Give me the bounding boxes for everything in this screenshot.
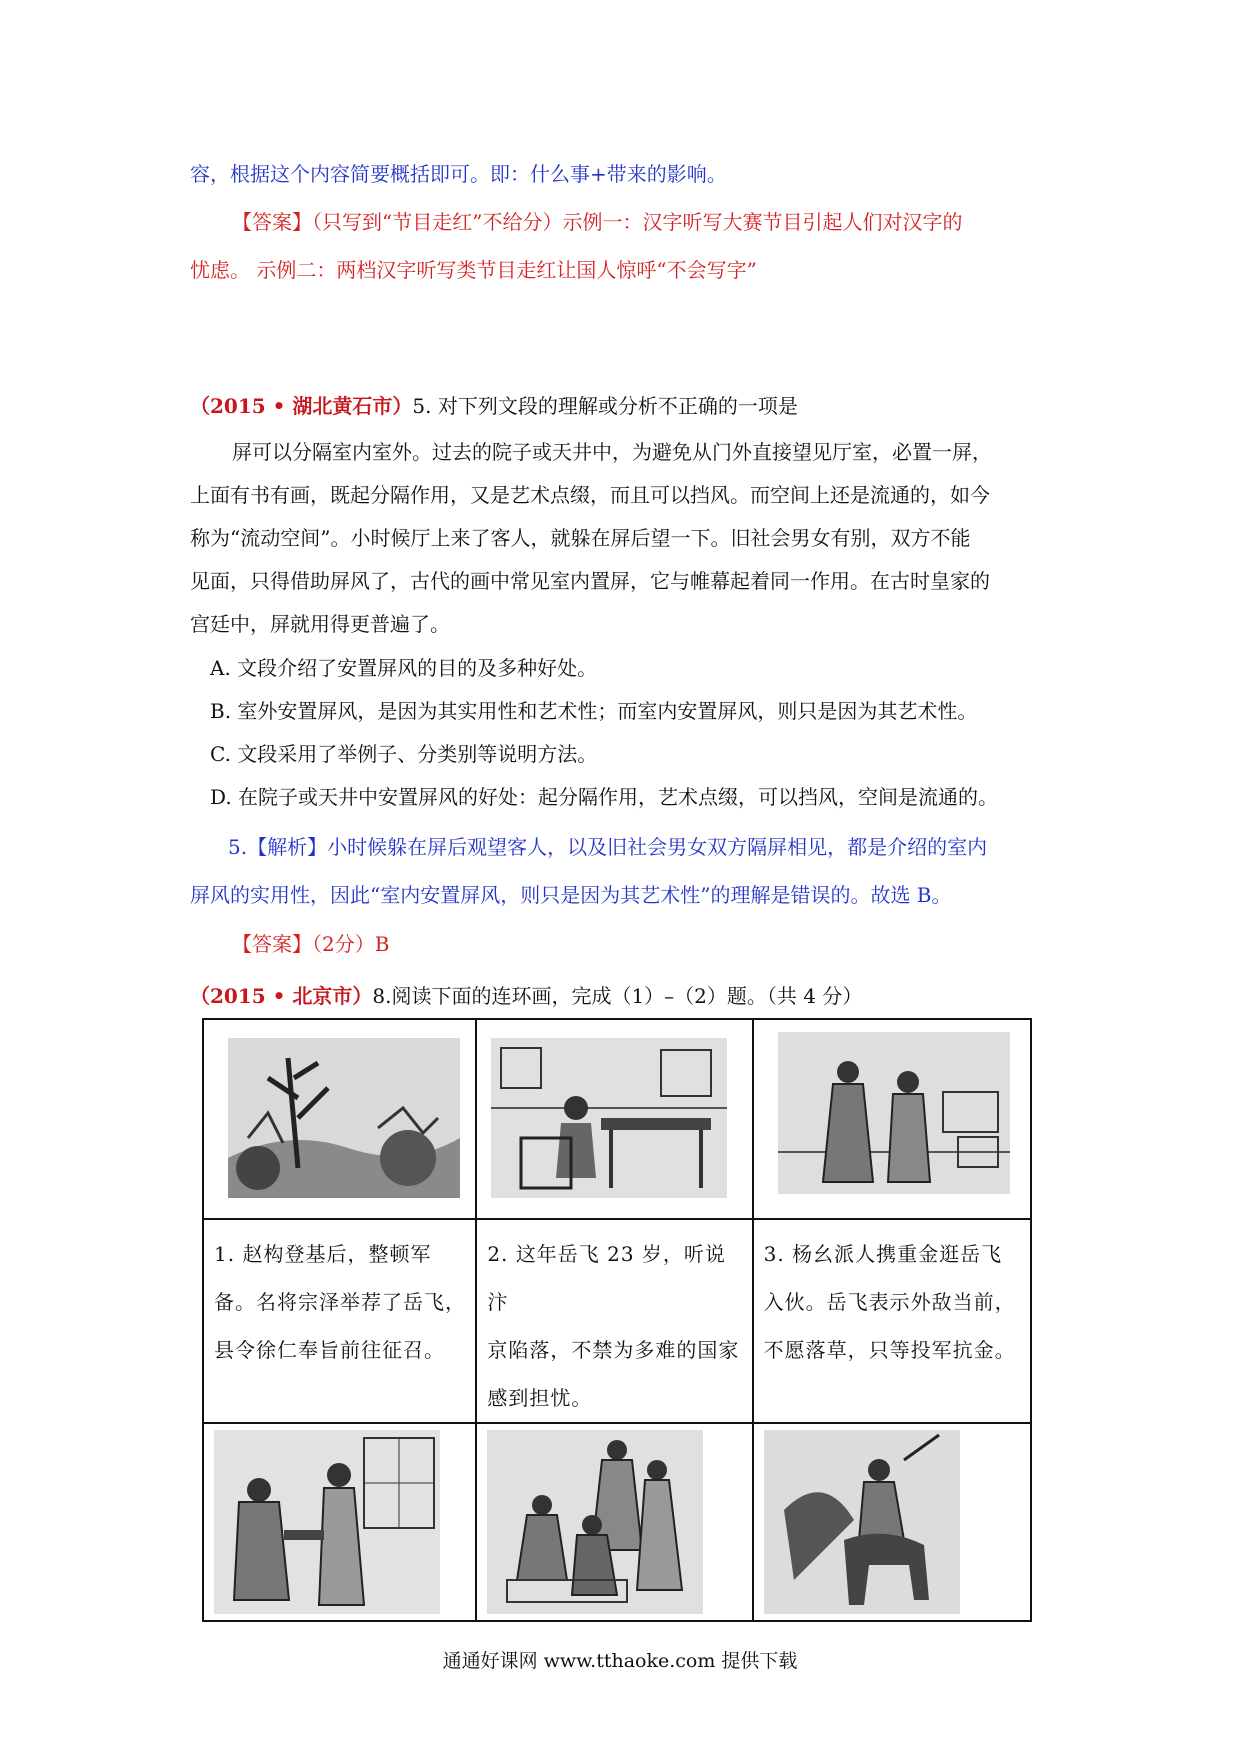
comic-cell xyxy=(753,1423,1031,1621)
comic-cell xyxy=(203,1423,476,1621)
analysis-continuation: 容，根据这个内容简要概括即可。即：什么事+带来的影响。 xyxy=(190,162,727,186)
comic-cell xyxy=(476,1019,752,1219)
q5-heading xyxy=(190,392,798,420)
caption-line: 感到担忧。 xyxy=(487,1386,593,1410)
q5-passage-line: 称为“流动空间”。小时候厅上来了客人，就躲在屏后望一下。旧社会男女有别，双方不能 xyxy=(190,526,971,550)
comic-illustration-family xyxy=(487,1430,703,1614)
comic-illustration-landscape xyxy=(228,1038,460,1198)
prev-answer-line-1: 【答案】（只写到“节目走红”不给分）示例一：汉字听写大赛节目引起人们对汉字的 xyxy=(232,210,963,234)
q5-passage-line: 宫廷中，屏就用得更普遍了。 xyxy=(190,612,450,636)
q5-analysis-line-1: 5.【解析】小时候躲在屏后观望客人，以及旧社会男女双方隔屏相见，都是介绍的室内 xyxy=(228,835,988,859)
comic-illustration-meeting xyxy=(214,1430,440,1614)
comic-caption-2 xyxy=(476,1219,752,1423)
caption-line: 2. 这年岳飞 23 岁，听说汴 xyxy=(487,1242,726,1314)
q8-stem: 8.阅读下面的连环画，完成（1）–（2）题。（共 4 分） xyxy=(372,984,863,1008)
caption-line: 不愿落草，只等投军抗金。 xyxy=(763,1338,1016,1362)
q5-answer: 【答案】（2分）B xyxy=(232,932,390,956)
comic-illustration-study xyxy=(491,1038,727,1198)
q5-stem: 5. 对下列文段的理解或分析不正确的一项是 xyxy=(412,394,798,418)
q5-option-b: B. 室外安置屏风，是因为其实用性和艺术性；而室内安置屏风，则只是因为其艺术性。 xyxy=(210,699,978,723)
caption-line: 入伙。岳飞表示外敌当前， xyxy=(763,1290,1016,1314)
comic-cell xyxy=(476,1423,752,1621)
prev-answer-line-2: 忧虑。 示例二：两档汉字听写类节目走红让国人惊呼“不会写字” xyxy=(190,258,757,282)
comic-strip-table xyxy=(202,1018,1032,1622)
q8-heading xyxy=(190,982,862,1010)
caption-line: 县令徐仁奉旨前往征召。 xyxy=(214,1338,445,1362)
q5-passage-line: 上面有书有画，既起分隔作用，又是艺术点缀，而且可以挡风。而空间上还是流通的，如今 xyxy=(190,483,990,507)
page-footer: 通通好课网 www.tthaoke.com 提供下载 xyxy=(442,1650,798,1672)
caption-line: 1. 赵构登基后，整顿军 xyxy=(214,1242,432,1266)
q8-source: （2015 • 北京市） xyxy=(190,984,373,1008)
comic-illustration-visitors xyxy=(778,1032,1010,1194)
q5-option-c: C. 文段采用了举例子、分类别等说明方法。 xyxy=(210,742,598,766)
comic-illustration-horseman xyxy=(764,1430,960,1614)
comic-caption-3 xyxy=(753,1219,1031,1423)
comic-cell xyxy=(753,1019,1031,1219)
q5-passage-line: 屏可以分隔室内室外。过去的院子或天井中，为避免从门外直接望见厅室，必置一屏， xyxy=(232,440,992,464)
q5-option-d: D. 在院子或天井中安置屏风的好处：起分隔作用，艺术点缀，可以挡风，空间是流通的。 xyxy=(210,785,999,809)
q5-source: （2015 • 湖北黄石市） xyxy=(190,394,413,418)
q5-option-a: A. 文段介绍了安置屏风的目的及多种好处。 xyxy=(210,656,598,680)
comic-caption-1 xyxy=(203,1219,476,1423)
q5-analysis-line-2: 屏风的实用性，因此“室内安置屏风，则只是因为其艺术性”的理解是错误的。故选 B。 xyxy=(190,883,952,907)
comic-cell xyxy=(203,1019,476,1219)
caption-line: 京陷落，不禁为多难的国家 xyxy=(487,1338,740,1362)
q5-passage-line: 见面，只得借助屏风了，古代的画中常见室内置屏，它与帷幕起着同一作用。在古时皇家的 xyxy=(190,569,990,593)
caption-line: 3. 杨幺派人携重金逛岳飞 xyxy=(763,1242,1003,1266)
caption-line: 备。名将宗泽举荐了岳飞， xyxy=(214,1290,466,1314)
